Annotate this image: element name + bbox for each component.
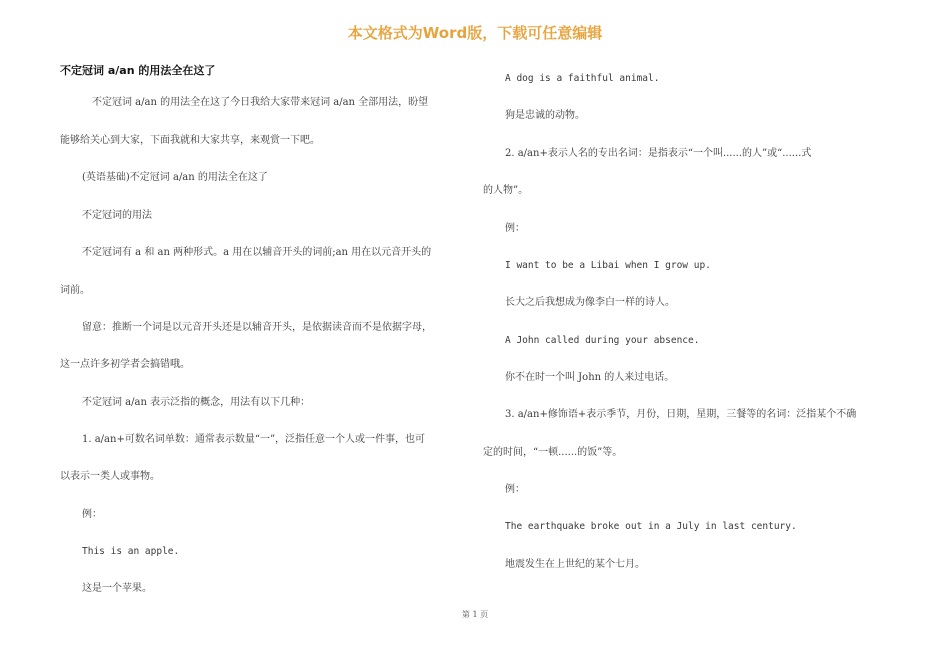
paragraph-line: 例： — [505, 223, 525, 234]
paragraph-line: 不定冠词有 a 和 an 两种形式。a 用在以辅音开头的词前;an 用在以元音开头的 — [82, 247, 432, 258]
example-english: This is an apple. — [82, 546, 180, 557]
example-chinese: 狗是忠诚的动物。 — [505, 110, 585, 121]
page-banner: 本文格式为Word版，下载可任意编辑 — [347, 24, 603, 42]
paragraph-line: (英语基础)不定冠词 a/an 的用法全在这了 — [82, 172, 268, 183]
paragraph-line: 留意：推断一个词是以元音开头还是以辅音开头，是依据读音而不是依据字母， — [82, 322, 432, 333]
paragraph-line: 的人物”。 — [483, 185, 529, 196]
paragraph-line: 2. a/an+表示人名的专出名词：是指表示“一个叫......的人”或“......式 — [505, 148, 812, 159]
paragraph-line: 例： — [82, 509, 102, 520]
article-title: 不定冠词 a/an 的用法全在这了 — [60, 64, 216, 77]
example-chinese: 这是一个苹果。 — [82, 583, 152, 594]
paragraph-line: 这一点许多初学者会搞错哦。 — [60, 359, 190, 370]
paragraph-line: 3. a/an+修饰语+表示季节，月份，日期，星期，三餐等的名词：泛指某个不确 — [505, 409, 857, 420]
example-chinese: 你不在时一个叫 John 的人来过电话。 — [505, 372, 675, 383]
paragraph-line: 定的时间，“一顿......的饭”等。 — [483, 447, 623, 458]
example-english: A dog is a faithful animal. — [505, 73, 660, 84]
example-english: A John called during your absence. — [505, 335, 700, 346]
paragraph-line: 不定冠词 a/an 表示泛指的概念，用法有以下几种： — [82, 397, 311, 408]
example-english: The earthquake broke out in a July in last century. — [505, 521, 797, 532]
example-chinese: 地震发生在上世纪的某个七月。 — [505, 559, 645, 570]
example-english: I want to be a Libai when I grow up. — [505, 260, 711, 271]
paragraph-line: 能够给关心到大家，下面我就和大家共享，来观赏一下吧。 — [60, 135, 320, 146]
paragraph-line: 1. a/an+可数名词单数：通常表示数量“一”，泛指任意一个人或一件事，也可 — [82, 434, 426, 445]
paragraph-line: 词前。 — [60, 285, 90, 296]
paragraph-line: 以表示一类人或事物。 — [60, 471, 160, 482]
paragraph-line: 不定冠词 a/an 的用法全在这了今日我给大家带来冠词 a/an 全部用法，盼望 — [92, 97, 429, 108]
paragraph-line: 例： — [505, 484, 525, 495]
example-chinese: 长大之后我想成为像李白一样的诗人。 — [505, 297, 675, 308]
paragraph-line: 不定冠词的用法 — [82, 210, 152, 221]
page-number: 第 1 页 — [461, 610, 489, 619]
